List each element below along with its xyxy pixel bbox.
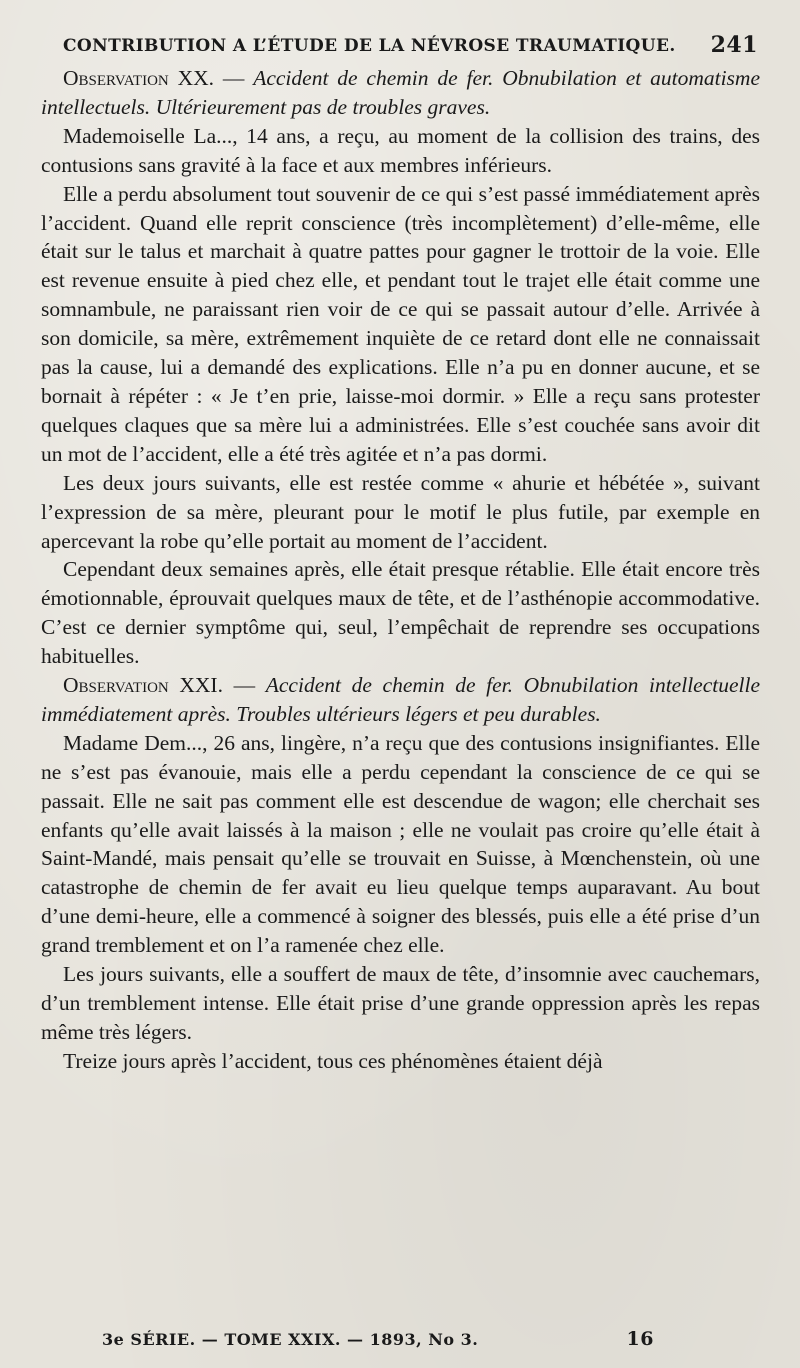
observation-20-dash: — (214, 66, 254, 90)
series-line: 3e SÉRIE. — TOME XXIX. — 1893, No 3. (102, 1330, 479, 1349)
paragraph: Les deux jours suivants, elle est restée comme « ahurie et hébétée », suivant l’expression de sa mère, pleurant pour le motif le plus futile, par exemple en apercevant la robe qu’elle portait au moment de l’accident. (41, 470, 760, 553)
running-title: CONTRIBUTION A L’ÉTUDE DE LA NÉVROSE TRAUMATIQUE. (63, 36, 676, 56)
observation-20-heading (41, 64, 760, 122)
running-head (41, 32, 760, 64)
paragraph: Cependant deux semaines après, elle était presque rétablie. Elle était encore très émotionnable, éprouvait quelques maux de tête, et de l’asthénopie accommodative. C’est ce dernier symptôme qui, seul, l’empêchait de reprendre ses occupations habituelles. (41, 557, 760, 669)
signature-mark: 16 (626, 1328, 654, 1350)
paragraph: Les jours suivants, elle a souffert de maux de tête, d’insomnie avec cauchemars, d’un tremblement intense. Elle était prise d’une grande oppression après les repas même très légers. (41, 962, 760, 1044)
observation-21-title: Accident de chemin de fer. Obnubilation intellectuelle immédiatement après. Troubles ultérieurs légers et peu durables. (41, 673, 761, 726)
paragraph: Treize jours après l’accident, tous ces phénomènes étaient déjà (63, 1048, 603, 1073)
observation-21-dash: — (222, 673, 266, 698)
body-text (41, 64, 760, 1076)
paragraph: Mademoiselle La..., 14 ans, a reçu, au moment de la collision des trains, des contusions sans gravité à la face et aux membres inférieurs. (41, 123, 760, 177)
page-number: 241 (710, 32, 758, 58)
observation-20-title: Accident de chemin de fer. Obnubilation et automatisme intellectuels. Ultérieurement pas de troubles graves. (41, 66, 760, 119)
page-footer (102, 1326, 760, 1356)
observation-21-heading (41, 671, 760, 729)
observation-20-label: Observation XX. (63, 66, 215, 90)
paragraph: Elle a perdu absolument tout souvenir de ce qui s’est passé immédiatement après l’accident. Quand elle reprit conscience (très incomplètement) d’elle-même, elle était sur le talus et marchait à quatre pattes pour gagner le trottoir de la voie. Elle est revenue ensuite à pied chez elle, et pendant tout le trajet elle était comme une somnambule, ne paraissant rien voir de ce qui se passait autour d’elle. Arrivée à son domicile, sa mère, extrêmement inquiète de ce retard dont elle ne connaissait pas la cause, lui a demandé des explications. Elle n’a pu en donner aucune, et se bornait à répéter : « Je t’en prie, laisse-moi dormir. » Elle a reçu sans protester quelques claques que sa mère lui a administrées. Elle s’est couchée sans avoir dit un mot de l’accident, elle a été très agitée et n’a pas dormi. (41, 181, 760, 466)
paragraph: Madame Dem..., 26 ans, lingère, n’a reçu que des contusions insignifiantes. Elle ne s’est pas évanouie, mais elle a perdu cependant la conscience de ce qui se passait. Elle ne sait pas comment elle est descendue de wagon; elle cherchait ses enfants qu’elle avait laissés à la maison ; elle ne voulait pas croire qu’elle était à Saint-Mandé, mais pensait qu’elle se trouvait en Suisse, à Mœnchenstein, où une catastrophe de chemin de fer avait eu lieu quelque temps auparavant. Au bout d’une demi-heure, elle a commencé à soigner des blessés, puis elle a été prise d’un grand tremblement et on l’a ramenée chez elle. (41, 730, 760, 958)
observation-21-label: Observation XXI. (63, 673, 223, 698)
